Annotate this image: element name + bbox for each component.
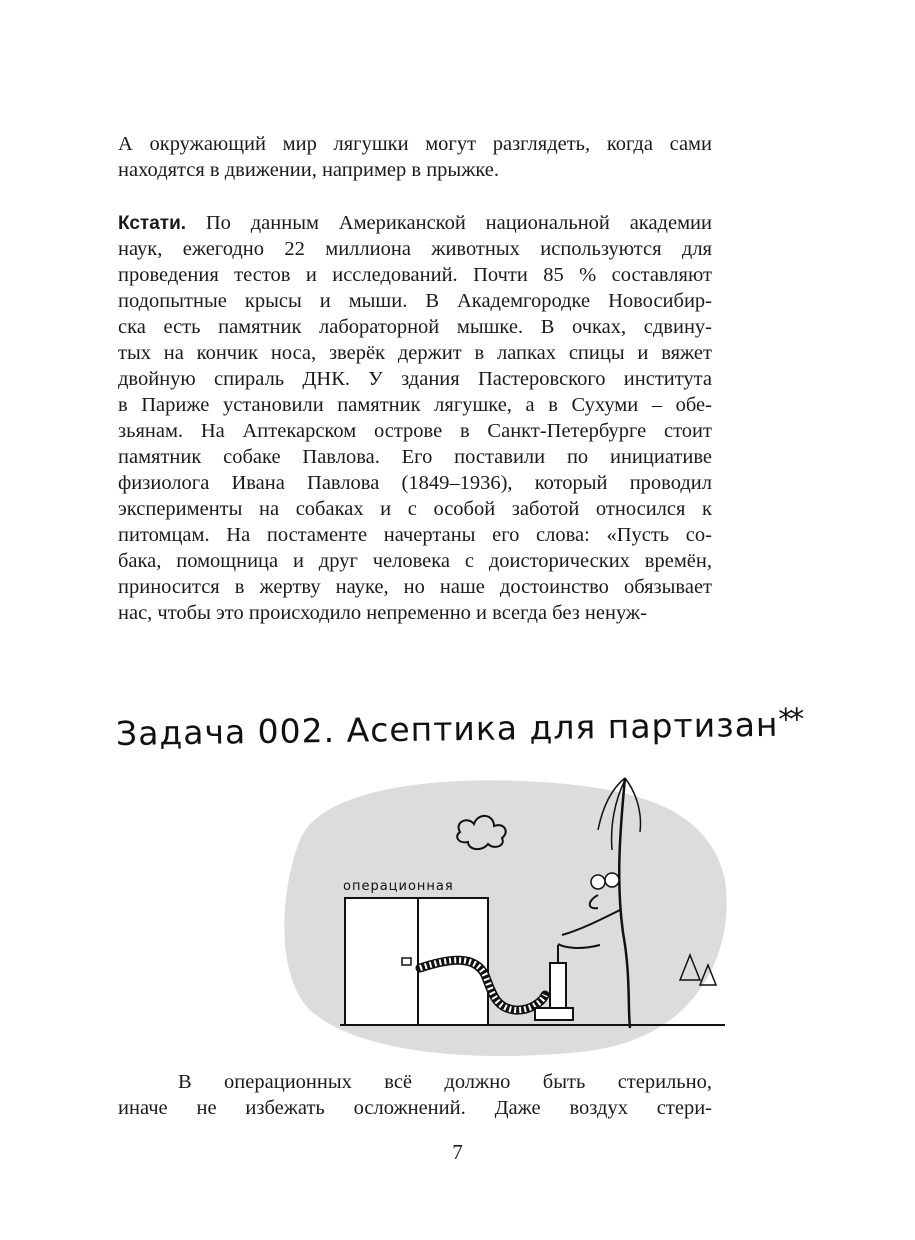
text-line: наук, ежегодно 22 миллиона животных используются для bbox=[118, 238, 712, 260]
text-line: ска есть памятник лабораторной мышке. В очках, сдвину- bbox=[118, 316, 712, 338]
text-line: находятся в движении, например в прыжке. bbox=[118, 159, 500, 181]
text-line: В операционных всё должно быть стерильно, bbox=[178, 1071, 712, 1093]
text-line: питомцам. На постаменте начертаны его слова: «Пусть со- bbox=[118, 524, 712, 546]
door-sign: операционная bbox=[343, 879, 454, 894]
text-line: А окружающий мир лягушки могут разглядеть, когда сами bbox=[118, 133, 712, 155]
text-line: тых на кончик носа, зверёк держит в лапках спицы и вяжет bbox=[118, 342, 712, 364]
paragraph-by-the-way bbox=[118, 210, 712, 626]
text-line: подопытные крысы и мыши. В Академгородке Новосибир- bbox=[118, 290, 712, 312]
text-line: двойную спираль ДНК. У здания Пастеровского института bbox=[118, 368, 712, 390]
character-eye-icon bbox=[591, 875, 605, 889]
text-line: бака, помощница и друг человека с доисторических времён, bbox=[118, 550, 712, 572]
text-fragment: По данным Американской национальной академии bbox=[205, 212, 712, 234]
text-line: проведения тестов и исследований. Почти 85 % составляют bbox=[118, 264, 712, 286]
text-line: физиолога Ивана Павлова (1849–1936), который проводил bbox=[118, 472, 712, 494]
task-heading bbox=[115, 699, 801, 756]
text-line: зьянам. На Аптекарском острове в Санкт-Петербурге стоит bbox=[118, 420, 712, 442]
text-line bbox=[118, 210, 712, 236]
task-title: Задача 002. Асептика для партизан bbox=[115, 704, 779, 753]
by-the-way-lead: Кстати. bbox=[118, 213, 187, 234]
operating-room-illustration bbox=[280, 770, 730, 1060]
text-line: приносится в жертву науке, но наше достоинство обязывает bbox=[118, 576, 712, 598]
text-line: нас, чтобы это происходило непременно и всегда без ненуж- bbox=[118, 602, 647, 624]
text-line: в Париже установили памятник лягушке, а в Сухуми – обе- bbox=[118, 394, 712, 416]
text-line: памятник собаке Павлова. Его поставили по инициативе bbox=[118, 446, 712, 468]
air-pump-icon bbox=[550, 963, 566, 1008]
paragraph-task bbox=[118, 1069, 712, 1121]
paragraph-intro bbox=[118, 131, 712, 183]
difficulty-stars: ** bbox=[778, 702, 801, 738]
text-line: эксперименты на собаках и с особой заботой относился к bbox=[118, 498, 712, 520]
text-line: иначе не избежать осложнений. Даже воздух стери- bbox=[118, 1097, 712, 1119]
page-number: 7 bbox=[452, 1140, 463, 1164]
